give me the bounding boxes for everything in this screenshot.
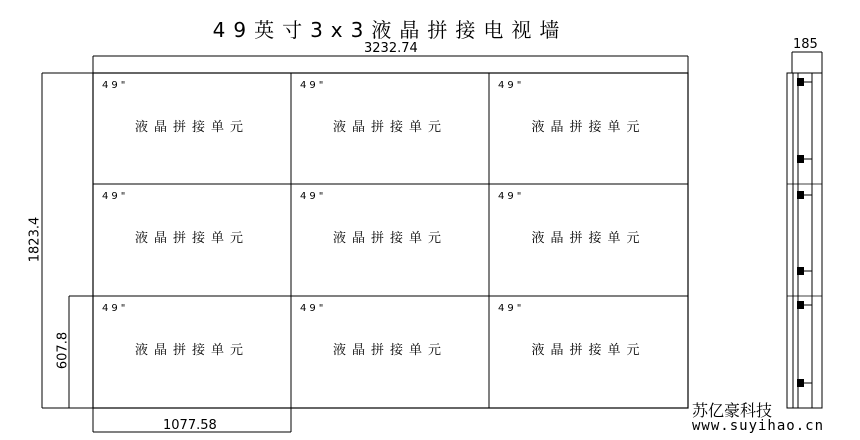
depth-label: 185 xyxy=(793,37,818,52)
mount-bracket xyxy=(797,301,804,309)
panel-label: 液晶拼接单元 xyxy=(531,231,646,246)
panel-cell xyxy=(93,184,291,296)
panel-label: 液晶拼接单元 xyxy=(332,120,447,135)
brand-website: www.suyihao.cn xyxy=(692,418,825,434)
panel-size: 49" xyxy=(300,80,327,91)
panel-size: 49" xyxy=(498,80,525,91)
panel-cell xyxy=(93,296,291,408)
panel-cell xyxy=(489,73,688,184)
panel-size: 49" xyxy=(102,303,129,314)
panel-label: 液晶拼接单元 xyxy=(531,120,646,135)
unit-width-label: 1077.58 xyxy=(163,418,217,433)
panel-size: 49" xyxy=(498,303,525,314)
total-width-label: 3232.74 xyxy=(364,41,418,56)
panel-label: 液晶拼接单元 xyxy=(332,231,447,246)
total-height-label: 1823.4 xyxy=(27,216,43,263)
panel-size: 49" xyxy=(300,303,327,314)
panel-size: 49" xyxy=(300,191,327,202)
mount-bracket xyxy=(797,155,804,163)
panel-label: 液晶拼接单元 xyxy=(332,343,447,358)
mount-bracket xyxy=(797,379,804,387)
panel-label: 液晶拼接单元 xyxy=(531,343,646,358)
mount-bracket xyxy=(797,267,804,275)
panel-label: 液晶拼接单元 xyxy=(134,120,249,135)
drawing-title: 49英寸3x3液晶拼接电视墙 xyxy=(212,18,568,42)
panel-cell xyxy=(291,184,489,296)
brand-name: 苏亿豪科技 xyxy=(692,401,773,420)
panel-cell xyxy=(93,73,291,184)
mount-bracket xyxy=(797,78,804,86)
side-view xyxy=(787,73,822,408)
panel-size: 49" xyxy=(102,191,129,202)
panel-cell xyxy=(291,296,489,408)
panel-label: 液晶拼接单元 xyxy=(134,343,249,358)
panel-cell xyxy=(291,73,489,184)
panel-label: 液晶拼接单元 xyxy=(134,231,249,246)
mount-bracket xyxy=(797,191,804,199)
panel-cell xyxy=(489,296,688,408)
panel-size: 49" xyxy=(498,191,525,202)
panel-cell xyxy=(489,184,688,296)
panel-size: 49" xyxy=(102,80,129,91)
unit-height-label: 607.8 xyxy=(55,331,71,370)
